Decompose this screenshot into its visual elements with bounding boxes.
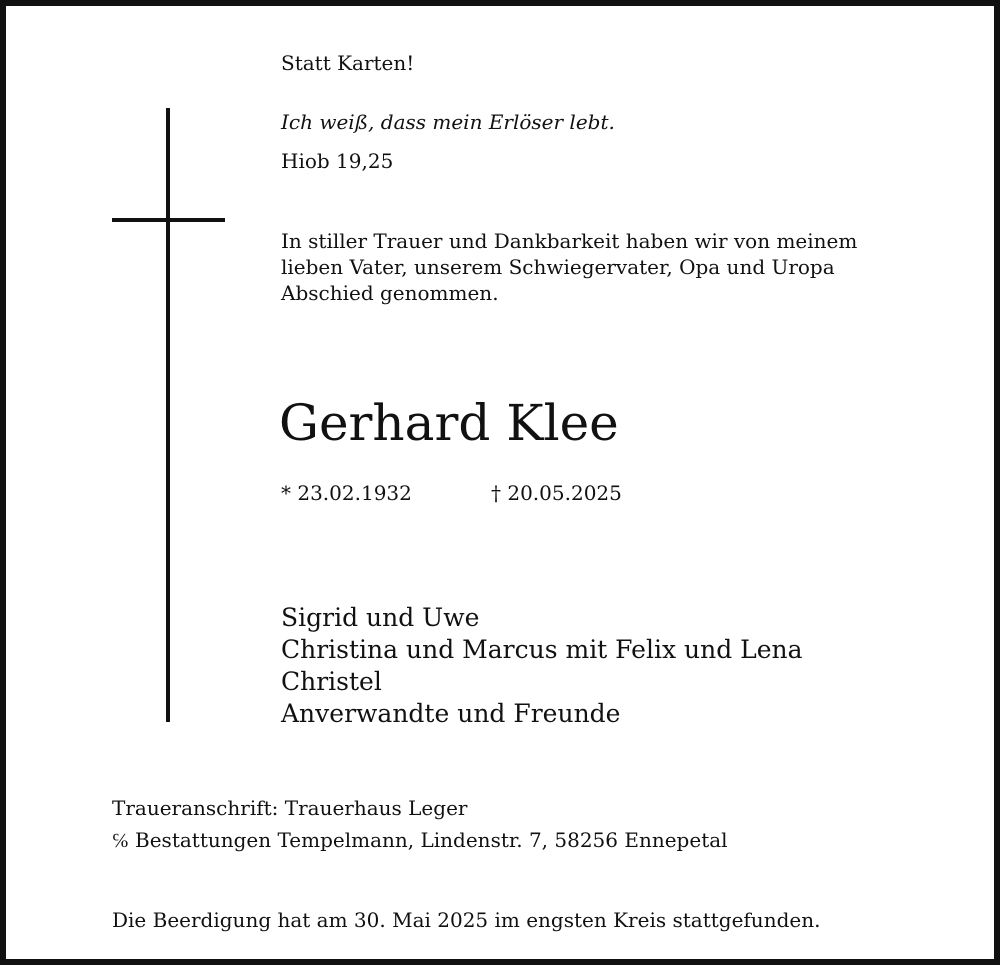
- mourning-address: Traueranschrift: Trauerhaus Leger: [112, 796, 468, 820]
- mourner-line: Christel: [281, 667, 382, 696]
- intro-line: Abschied genommen.: [281, 281, 499, 305]
- death-date: † 20.05.2025: [491, 481, 622, 505]
- cross-icon-bar: [112, 218, 225, 222]
- birth-date: * 23.02.1932: [281, 481, 412, 505]
- intro-text: [281, 228, 857, 306]
- intro-line: lieben Vater, unserem Schwiegervater, Opa und Uropa: [281, 255, 835, 279]
- mourner-line: Anverwandte und Freunde: [281, 699, 621, 728]
- verse-reference: Hiob 19,25: [281, 149, 394, 173]
- deceased-name: Gerhard Klee: [279, 394, 619, 452]
- intro-line: In stiller Trauer und Dankbarkeit haben wir von meinem: [281, 229, 858, 253]
- funeral-note: Die Beerdigung hat am 30. Mai 2025 im engsten Kreis stattgefunden.: [112, 908, 821, 932]
- bible-verse: Ich weiß, dass mein Erlöser lebt.: [281, 110, 615, 134]
- funeral-home-address: ℅ Bestattungen Tempelmann, Lindenstr. 7, 58256 Ennepetal: [112, 828, 728, 852]
- mourner-line: Sigrid und Uwe: [281, 603, 480, 632]
- notice-header: Statt Karten!: [281, 51, 415, 75]
- mourner-line: Christina und Marcus mit Felix und Lena: [281, 635, 803, 664]
- cross-icon: [166, 108, 170, 722]
- mourners-list: [281, 602, 803, 730]
